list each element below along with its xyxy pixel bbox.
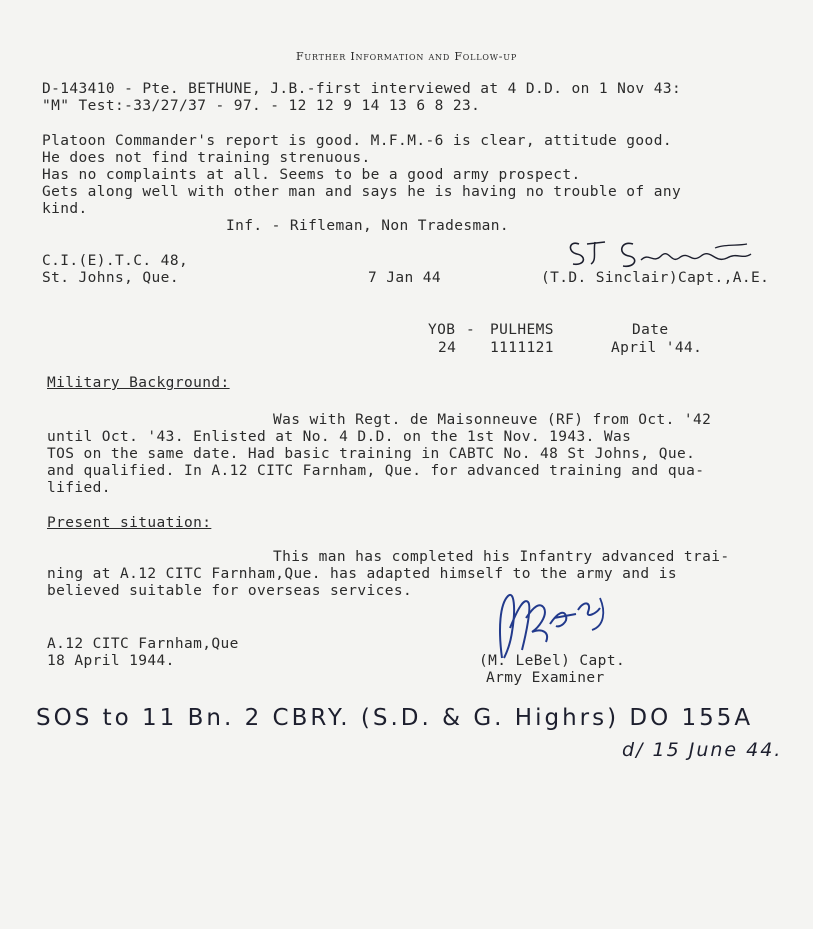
interview-line-4: He does not find training strenuous. <box>42 150 371 166</box>
background-line-2: until Oct. '43. Enlisted at No. 4 D.D. on the 1st Nov. 1943. Was <box>47 429 632 445</box>
first-officer-name: (T.D. Sinclair)Capt.,A.E. <box>541 270 770 286</box>
interview-line-3: Platoon Commander's report is good. M.F.M.-6 is clear, attitude good. <box>42 133 672 149</box>
interview-line-1: D-143410 - Pte. BETHUNE, J.B.-first interviewed at 4 D.D. on 1 Nov 43: <box>42 81 682 97</box>
pulhems-label: PULHEMS <box>490 322 554 338</box>
background-line-5: lified. <box>47 480 111 496</box>
interview-line-5: Has no complaints at all. Seems to be a good army prospect. <box>42 167 581 183</box>
place-line-1: A.12 CITC Farnham,Que <box>47 636 239 652</box>
handwritten-line-1: SOS to 11 Bn. 2 CBRY. (S.D. & G. Highrs) DO 155A <box>36 705 754 731</box>
handwritten-line-2: d/ 15 June 44. <box>622 739 783 761</box>
background-line-4: and qualified. In A.12 CITC Farnham, Que. for advanced training and qua- <box>47 463 705 479</box>
sinclair-signature <box>565 234 775 274</box>
military-background-heading: Military Background: <box>47 375 230 391</box>
situation-line-1: This man has completed his Infantry advanced trai- <box>273 549 730 565</box>
background-line-3: TOS on the same date. Had basic training in CABTC No. 48 St Johns, Que. <box>47 446 696 462</box>
present-situation-heading: Present situation: <box>47 515 212 531</box>
interview-line-7: kind. <box>42 201 88 217</box>
pulhems-date: April '44. <box>611 340 703 356</box>
trade-classification: Inf. - Rifleman, Non Tradesman. <box>226 218 510 234</box>
yob-pulhems-dash: - <box>466 322 476 338</box>
background-line-1: Was with Regt. de Maisonneuve (RF) from Oct. '42 <box>273 412 712 428</box>
second-officer-name: (M. LeBel) Capt. <box>479 653 626 669</box>
second-officer-role: Army Examiner <box>486 670 605 686</box>
unit-line-1: C.I.(E).T.C. 48, <box>42 253 189 269</box>
date-label: Date <box>632 322 669 338</box>
interview-line-6: Gets along well with other man and says he is having no trouble of any <box>42 184 682 200</box>
interview-line-2: "M" Test:-33/27/37 - 97. - 12 12 9 14 13 6 8 23. <box>42 98 481 114</box>
first-sign-date: 7 Jan 44 <box>368 270 442 286</box>
situation-line-3: believed suitable for overseas services. <box>47 583 413 599</box>
place-line-2: 18 April 1944. <box>47 653 175 669</box>
yob-label: YOB <box>428 322 456 338</box>
yob-value: 24 <box>438 340 457 356</box>
pulhems-value: 1111121 <box>490 340 554 356</box>
unit-line-2: St. Johns, Que. <box>42 270 179 286</box>
document-heading: Further Information and Follow-up <box>295 50 518 63</box>
situation-line-2: ning at A.12 CITC Farnham,Que. has adapted himself to the army and is <box>47 566 677 582</box>
